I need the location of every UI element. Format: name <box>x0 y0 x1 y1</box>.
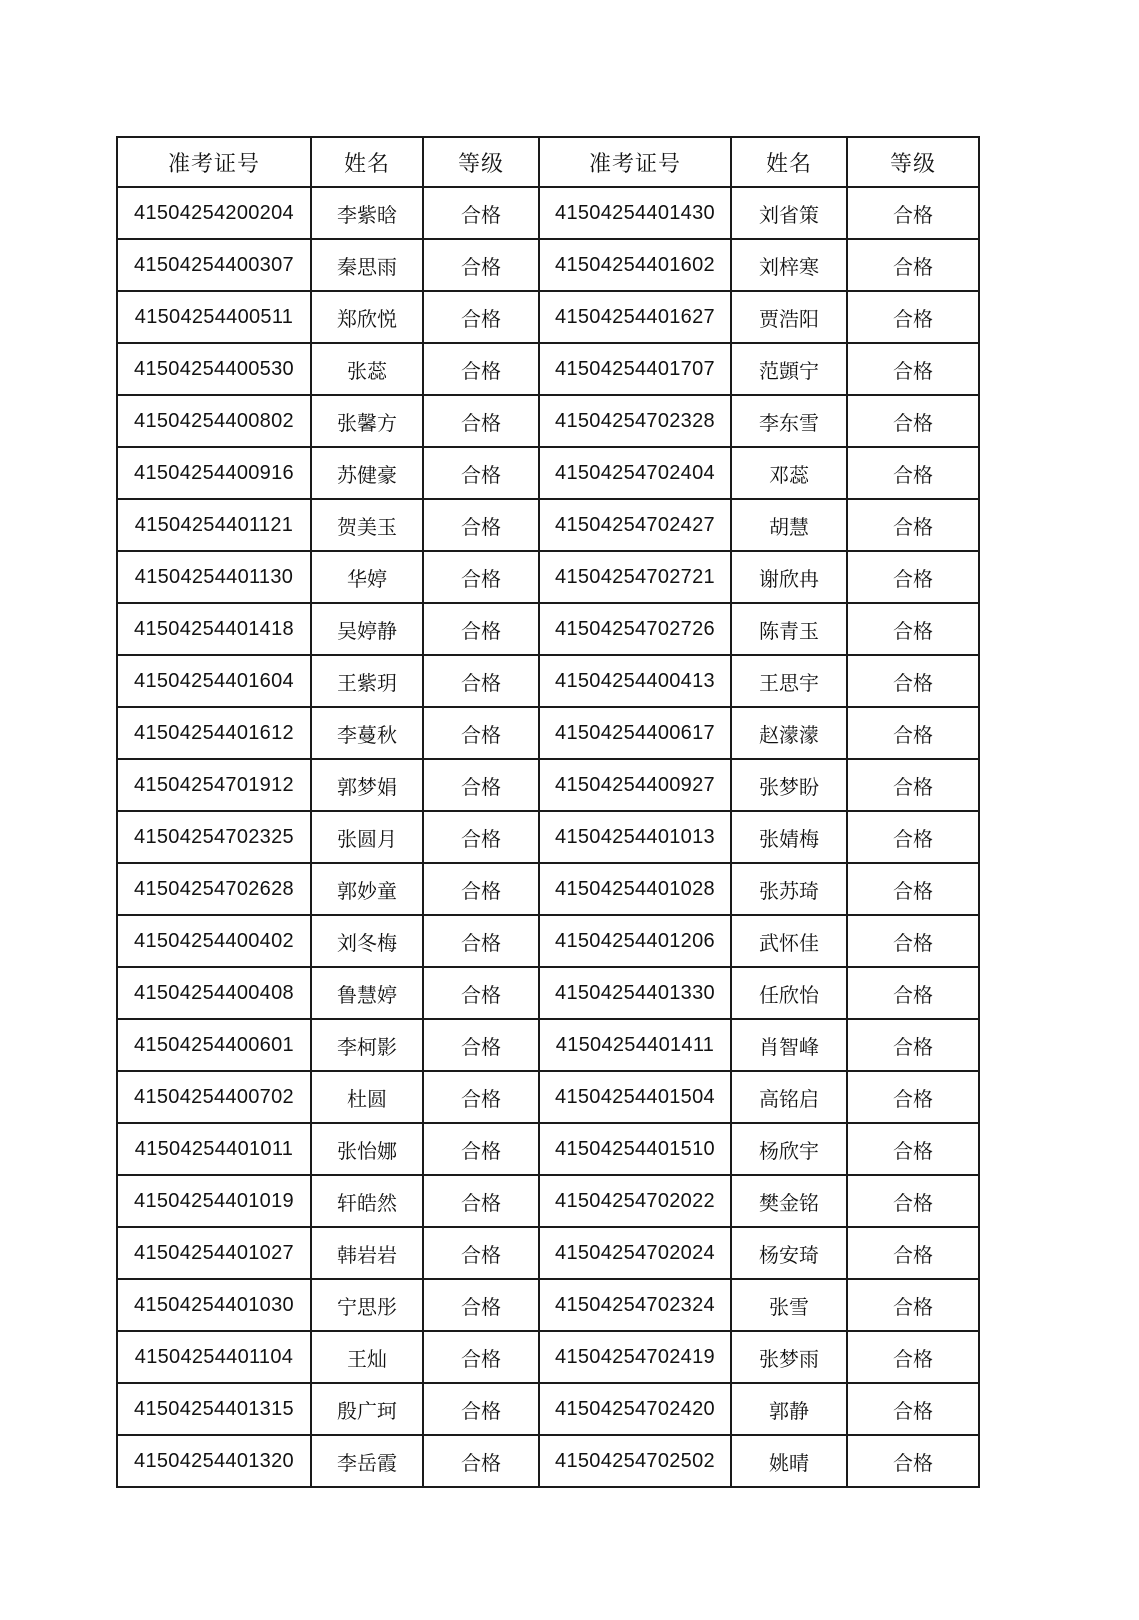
exam-id-cell: 41504254702419 <box>539 1331 731 1383</box>
grade-cell: 合格 <box>847 707 979 759</box>
grade-cell: 合格 <box>847 1279 979 1331</box>
table-row <box>117 1383 979 1435</box>
exam-id-cell: 41504254400307 <box>117 239 311 291</box>
name-cell: 张梦雨 <box>731 1331 847 1383</box>
name-cell: 刘梓寒 <box>731 239 847 291</box>
exam-id-cell: 41504254702721 <box>539 551 731 603</box>
name-cell: 刘省策 <box>731 187 847 239</box>
name-cell: 胡慧 <box>731 499 847 551</box>
name-cell: 张怡娜 <box>311 1123 423 1175</box>
exam-id-cell: 41504254401604 <box>117 655 311 707</box>
name-cell: 肖智峰 <box>731 1019 847 1071</box>
name-cell: 高铭启 <box>731 1071 847 1123</box>
table-row <box>117 1279 979 1331</box>
name-cell: 郑欣悦 <box>311 291 423 343</box>
exam-id-cell: 41504254702022 <box>539 1175 731 1227</box>
header-row <box>117 137 979 187</box>
exam-id-cell: 41504254401707 <box>539 343 731 395</box>
grade-cell: 合格 <box>423 551 539 603</box>
grade-cell: 合格 <box>423 1331 539 1383</box>
exam-id-cell: 41504254702324 <box>539 1279 731 1331</box>
name-cell: 任欣怡 <box>731 967 847 1019</box>
grade-cell: 合格 <box>423 655 539 707</box>
exam-id-cell: 41504254401430 <box>539 187 731 239</box>
grade-cell: 合格 <box>847 863 979 915</box>
name-cell: 邓蕊 <box>731 447 847 499</box>
grade-cell: 合格 <box>423 343 539 395</box>
exam-id-cell: 41504254401011 <box>117 1123 311 1175</box>
grade-cell: 合格 <box>423 291 539 343</box>
grade-cell: 合格 <box>847 499 979 551</box>
header-name-right: 姓名 <box>731 137 847 187</box>
name-cell: 姚晴 <box>731 1435 847 1487</box>
name-cell: 秦思雨 <box>311 239 423 291</box>
exam-id-cell: 41504254400530 <box>117 343 311 395</box>
table-row <box>117 915 979 967</box>
exam-id-cell: 41504254702325 <box>117 811 311 863</box>
exam-id-cell: 41504254400413 <box>539 655 731 707</box>
header-exam-id-left: 准考证号 <box>117 137 311 187</box>
grade-cell: 合格 <box>423 1227 539 1279</box>
table-row <box>117 499 979 551</box>
name-cell: 郭静 <box>731 1383 847 1435</box>
name-cell: 谢欣冉 <box>731 551 847 603</box>
grade-cell: 合格 <box>847 603 979 655</box>
name-cell: 王紫玥 <box>311 655 423 707</box>
grade-cell: 合格 <box>847 291 979 343</box>
grade-cell: 合格 <box>423 863 539 915</box>
table-row <box>117 1019 979 1071</box>
exam-id-cell: 41504254702404 <box>539 447 731 499</box>
exam-id-cell: 41504254401019 <box>117 1175 311 1227</box>
name-cell: 樊金铭 <box>731 1175 847 1227</box>
grade-cell: 合格 <box>423 239 539 291</box>
name-cell: 张梦盼 <box>731 759 847 811</box>
table-row <box>117 603 979 655</box>
grade-cell: 合格 <box>847 967 979 1019</box>
exam-id-cell: 41504254401510 <box>539 1123 731 1175</box>
exam-id-cell: 41504254702726 <box>539 603 731 655</box>
exam-id-cell: 41504254401612 <box>117 707 311 759</box>
table-row <box>117 447 979 499</box>
name-cell: 杨欣宇 <box>731 1123 847 1175</box>
exam-id-cell: 41504254702502 <box>539 1435 731 1487</box>
exam-id-cell: 41504254401627 <box>539 291 731 343</box>
exam-id-cell: 41504254702024 <box>539 1227 731 1279</box>
table-row <box>117 863 979 915</box>
grade-cell: 合格 <box>423 915 539 967</box>
grade-cell: 合格 <box>423 1435 539 1487</box>
exam-id-cell: 41504254702328 <box>539 395 731 447</box>
exam-id-cell: 41504254702628 <box>117 863 311 915</box>
table-row <box>117 1227 979 1279</box>
grade-cell: 合格 <box>847 1227 979 1279</box>
name-cell: 郭梦娟 <box>311 759 423 811</box>
grade-cell: 合格 <box>847 759 979 811</box>
exam-id-cell: 41504254401013 <box>539 811 731 863</box>
exam-id-cell: 41504254401418 <box>117 603 311 655</box>
table-row <box>117 967 979 1019</box>
grade-cell: 合格 <box>847 1331 979 1383</box>
table-row <box>117 1435 979 1487</box>
name-cell: 贾浩阳 <box>731 291 847 343</box>
name-cell: 宁思彤 <box>311 1279 423 1331</box>
exam-id-cell: 41504254401104 <box>117 1331 311 1383</box>
name-cell: 张圆月 <box>311 811 423 863</box>
exam-id-cell: 41504254702420 <box>539 1383 731 1435</box>
grade-cell: 合格 <box>423 395 539 447</box>
name-cell: 赵濛濛 <box>731 707 847 759</box>
grade-cell: 合格 <box>847 551 979 603</box>
header-exam-id-right: 准考证号 <box>539 137 731 187</box>
name-cell: 刘冬梅 <box>311 915 423 967</box>
table-row <box>117 1175 979 1227</box>
exam-id-cell: 41504254401330 <box>539 967 731 1019</box>
grade-cell: 合格 <box>423 1175 539 1227</box>
name-cell: 张苏琦 <box>731 863 847 915</box>
exam-id-cell: 41504254401602 <box>539 239 731 291</box>
name-cell: 鲁慧婷 <box>311 967 423 1019</box>
exam-id-cell: 41504254400617 <box>539 707 731 759</box>
header-grade-right: 等级 <box>847 137 979 187</box>
grade-cell: 合格 <box>423 1383 539 1435</box>
exam-id-cell: 41504254401206 <box>539 915 731 967</box>
exam-id-cell: 41504254400511 <box>117 291 311 343</box>
table-body <box>117 187 979 1487</box>
name-cell: 李岳霞 <box>311 1435 423 1487</box>
grade-cell: 合格 <box>423 1123 539 1175</box>
name-cell: 李柯影 <box>311 1019 423 1071</box>
grade-cell: 合格 <box>423 499 539 551</box>
name-cell: 王灿 <box>311 1331 423 1383</box>
grade-cell: 合格 <box>423 1279 539 1331</box>
grade-cell: 合格 <box>847 395 979 447</box>
name-cell: 李紫晗 <box>311 187 423 239</box>
exam-id-cell: 41504254200204 <box>117 187 311 239</box>
exam-id-cell: 41504254401315 <box>117 1383 311 1435</box>
grade-cell: 合格 <box>847 343 979 395</box>
exam-id-cell: 41504254400408 <box>117 967 311 1019</box>
name-cell: 轩皓然 <box>311 1175 423 1227</box>
exam-id-cell: 41504254702427 <box>539 499 731 551</box>
table-row <box>117 343 979 395</box>
exam-id-cell: 41504254401320 <box>117 1435 311 1487</box>
name-cell: 张馨方 <box>311 395 423 447</box>
grade-cell: 合格 <box>847 239 979 291</box>
name-cell: 武怀佳 <box>731 915 847 967</box>
name-cell: 吴婷静 <box>311 603 423 655</box>
name-cell: 李蔓秋 <box>311 707 423 759</box>
grade-cell: 合格 <box>423 707 539 759</box>
name-cell: 张婧梅 <box>731 811 847 863</box>
exam-id-cell: 41504254401030 <box>117 1279 311 1331</box>
name-cell: 殷广珂 <box>311 1383 423 1435</box>
exam-id-cell: 41504254701912 <box>117 759 311 811</box>
table-row <box>117 395 979 447</box>
exam-id-cell: 41504254400802 <box>117 395 311 447</box>
name-cell: 李东雪 <box>731 395 847 447</box>
table-row <box>117 1071 979 1123</box>
grade-cell: 合格 <box>847 447 979 499</box>
grade-cell: 合格 <box>847 1435 979 1487</box>
table-row <box>117 187 979 239</box>
name-cell: 范顗宁 <box>731 343 847 395</box>
grade-cell: 合格 <box>847 655 979 707</box>
name-cell: 华婷 <box>311 551 423 603</box>
grade-cell: 合格 <box>847 1383 979 1435</box>
grade-cell: 合格 <box>847 1123 979 1175</box>
name-cell: 陈青玉 <box>731 603 847 655</box>
grade-cell: 合格 <box>847 1071 979 1123</box>
table-row <box>117 655 979 707</box>
name-cell: 贺美玉 <box>311 499 423 551</box>
grade-cell: 合格 <box>423 759 539 811</box>
exam-id-cell: 41504254401121 <box>117 499 311 551</box>
table-row <box>117 759 979 811</box>
table-row <box>117 811 979 863</box>
exam-id-cell: 41504254400402 <box>117 915 311 967</box>
exam-id-cell: 41504254400601 <box>117 1019 311 1071</box>
exam-id-cell: 41504254401027 <box>117 1227 311 1279</box>
exam-id-cell: 41504254401130 <box>117 551 311 603</box>
exam-id-cell: 41504254401504 <box>539 1071 731 1123</box>
exam-id-cell: 41504254400702 <box>117 1071 311 1123</box>
name-cell: 张雪 <box>731 1279 847 1331</box>
exam-id-cell: 41504254400916 <box>117 447 311 499</box>
table-row <box>117 551 979 603</box>
name-cell: 郭妙童 <box>311 863 423 915</box>
table-row <box>117 1331 979 1383</box>
name-cell: 杜圆 <box>311 1071 423 1123</box>
grade-cell: 合格 <box>423 447 539 499</box>
table-row <box>117 707 979 759</box>
header-grade-left: 等级 <box>423 137 539 187</box>
grade-cell: 合格 <box>423 1071 539 1123</box>
grade-cell: 合格 <box>423 811 539 863</box>
grade-cell: 合格 <box>847 1019 979 1071</box>
exam-id-cell: 41504254400927 <box>539 759 731 811</box>
table-row <box>117 239 979 291</box>
grade-cell: 合格 <box>847 811 979 863</box>
grade-cell: 合格 <box>423 1019 539 1071</box>
name-cell: 苏健豪 <box>311 447 423 499</box>
grade-cell: 合格 <box>423 967 539 1019</box>
name-cell: 张蕊 <box>311 343 423 395</box>
grade-cell: 合格 <box>847 1175 979 1227</box>
name-cell: 杨安琦 <box>731 1227 847 1279</box>
table-row <box>117 291 979 343</box>
grade-cell: 合格 <box>847 187 979 239</box>
table-row <box>117 1123 979 1175</box>
grade-cell: 合格 <box>423 603 539 655</box>
header-name-left: 姓名 <box>311 137 423 187</box>
exam-id-cell: 41504254401411 <box>539 1019 731 1071</box>
results-table <box>116 136 980 1488</box>
name-cell: 韩岩岩 <box>311 1227 423 1279</box>
name-cell: 王思宇 <box>731 655 847 707</box>
exam-id-cell: 41504254401028 <box>539 863 731 915</box>
grade-cell: 合格 <box>847 915 979 967</box>
grade-cell: 合格 <box>423 187 539 239</box>
